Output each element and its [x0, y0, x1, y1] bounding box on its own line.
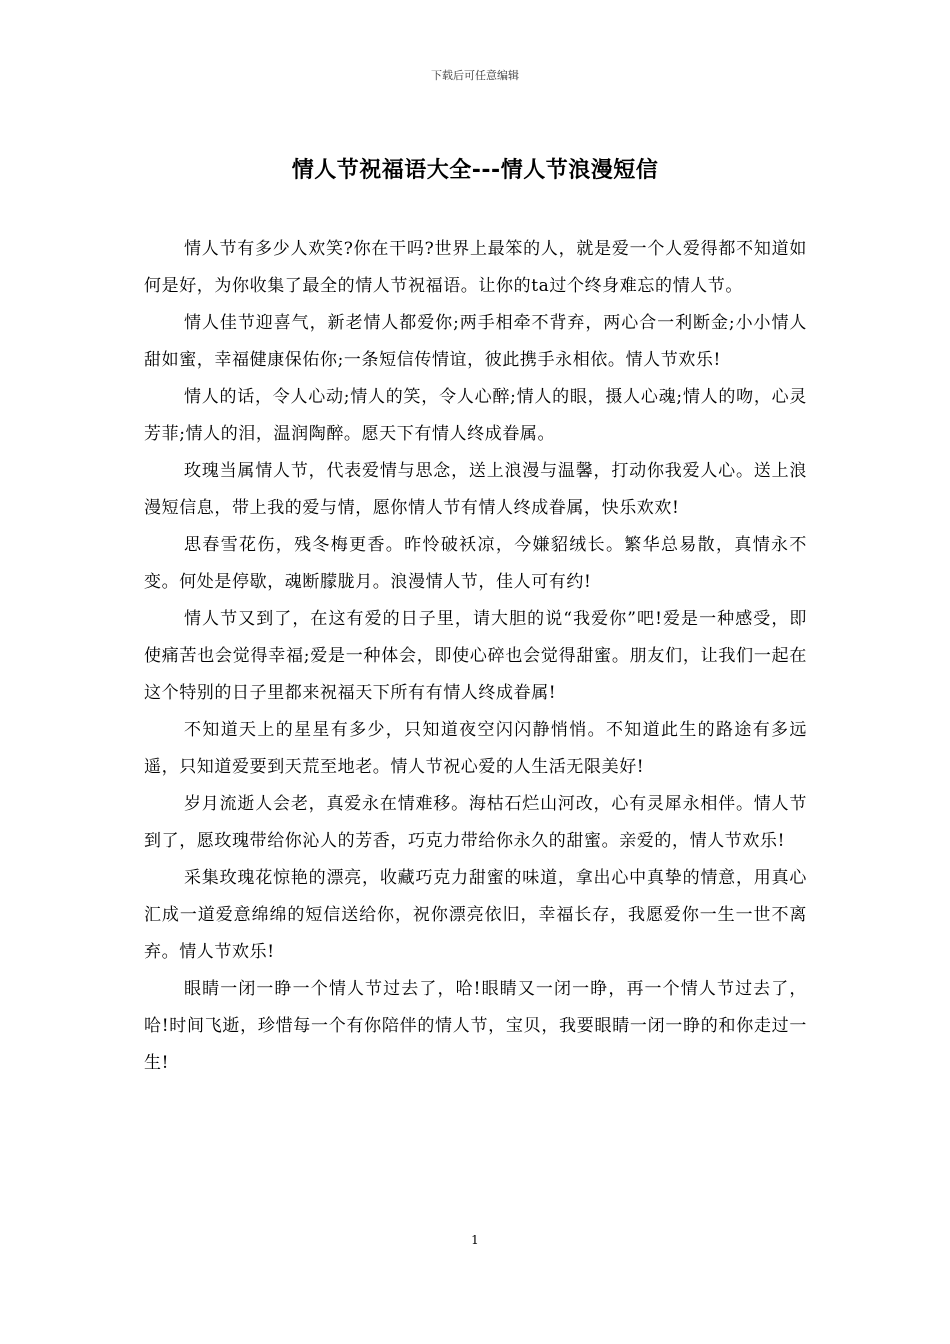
paragraph: 眼睛一闭一睁一个情人节过去了，哈!眼睛又一闭一睁，再一个情人节过去了，哈!时间飞逝，珍惜每一个有你陪伴的情人节，宝贝，我要眼睛一闭一睁的和你走过一生!: [144, 979, 807, 1073]
paragraph: 思春雪花伤，残冬梅更香。昨怜破袄凉，今嫌貂绒长。繁华总易散，真情永不变。何处是停歇，魂断朦胧月。浪漫情人节，佳人可有约!: [144, 535, 807, 592]
paragraph: 不知道天上的星星有多少，只知道夜空闪闪静悄悄。不知道此生的路途有多远遥，只知道爱要到天荒至地老。情人节祝心爱的人生活无限美好!: [144, 720, 807, 777]
paragraph: 情人佳节迎喜气，新老情人都爱你;两手相牵不背弃，两心合一利断金;小小情人甜如蜜，幸福健康保佑你;一条短信传情谊，彼此携手永相依。情人节欢乐!: [144, 313, 807, 370]
paragraph: 采集玫瑰花惊艳的漂亮，收藏巧克力甜蜜的味道，拿出心中真挚的情意，用真心汇成一道爱意绵绵的短信送给你，祝你漂亮依旧，幸福长存，我愿爱你一生一世不离弃。情人节欢乐!: [144, 868, 807, 962]
paragraph: 情人节又到了，在这有爱的日子里，请大胆的说“我爱你”吧!爱是一种感受，即使痛苦也会觉得幸福;爱是一种体会，即使心碎也会觉得甜蜜。朋友们，让我们一起在这个特别的日子里都来祝福天下所有有情人终成眷属!: [144, 609, 807, 703]
paragraph: 岁月流逝人会老，真爱永在情难移。海枯石烂山河改，心有灵犀永相伴。情人节到了，愿玫瑰带给你沁人的芳香，巧克力带给你永久的甜蜜。亲爱的，情人节欢乐!: [144, 794, 807, 851]
paragraph: 情人节有多少人欢笑?你在干吗?世界上最笨的人，就是爱一个人爱得都不知道如何是好，为你收集了最全的情人节祝福语。让你的ta过个终身难忘的情人节。: [144, 239, 807, 296]
page-number: 1: [471, 1233, 479, 1247]
paragraph: 玫瑰当属情人节，代表爱情与思念，送上浪漫与温馨，打动你我爱人心。送上浪漫短信息，带上我的爱与情，愿你情人节有情人终成眷属，快乐欢欢!: [144, 461, 807, 518]
paragraph: 情人的话，令人心动;情人的笑，令人心醉;情人的眼，摄人心魂;情人的吻，心灵芳菲;情人的泪，温润陶醉。愿天下有情人终成眷属。: [144, 387, 807, 444]
document-body: [144, 231, 807, 1082]
document-title: 情人节祝福语大全---情人节浪漫短信: [291, 158, 659, 183]
page-header-note: 下载后可任意编辑: [431, 69, 519, 82]
